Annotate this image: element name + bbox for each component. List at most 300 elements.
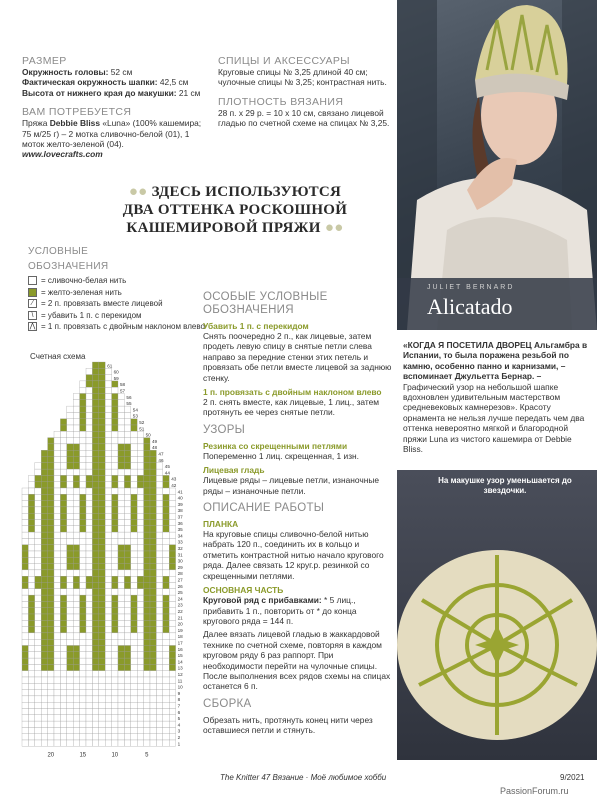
chart-cell <box>92 362 98 368</box>
chart-cell <box>118 576 124 582</box>
chart-cell <box>92 570 98 576</box>
chart-cell <box>144 557 150 563</box>
chart-cell <box>48 532 54 538</box>
chart-cell <box>99 715 105 721</box>
chart-cell <box>73 419 79 425</box>
chart-cell <box>169 633 175 639</box>
gauge-block <box>218 96 394 129</box>
finish-title: СБОРКА <box>203 697 252 710</box>
chart-cell <box>150 501 156 507</box>
chart-cell <box>150 532 156 538</box>
chart-cell <box>124 412 130 418</box>
chart-cell <box>112 507 118 513</box>
chart-cell <box>124 601 130 607</box>
chart-cell <box>112 564 118 570</box>
chart-cell <box>131 450 137 456</box>
chart-cell <box>105 469 111 475</box>
chart-cell <box>137 601 143 607</box>
chart-cell <box>35 570 41 576</box>
chart-cell <box>124 677 130 683</box>
chart-cell <box>150 507 156 513</box>
chart-cell <box>105 412 111 418</box>
chart-cell <box>150 526 156 532</box>
row-number-label: 49 <box>152 438 158 444</box>
chart-cell <box>163 526 169 532</box>
chart-cell <box>35 620 41 626</box>
headline <box>90 183 380 237</box>
cream-swatch-icon <box>28 276 37 285</box>
row-number-label: 40 <box>177 495 183 501</box>
chart-cell <box>22 664 28 670</box>
chart-cell <box>80 727 86 733</box>
chart-cell <box>73 564 79 570</box>
row-number-label: 53 <box>132 413 138 419</box>
chart-cell <box>156 494 162 500</box>
chart-cell <box>80 690 86 696</box>
chart-cell <box>99 671 105 677</box>
chart-cell <box>92 671 98 677</box>
chart-cell <box>54 501 60 507</box>
special-title: ОСОБЫЕ УСЛОВНЫЕ ОБОЗНАЧЕНИЯ <box>203 291 328 316</box>
chart-cell <box>41 457 47 463</box>
chart-cell <box>73 400 79 406</box>
chart-cell <box>112 639 118 645</box>
chart-cell <box>112 671 118 677</box>
chart-cell <box>73 513 79 519</box>
chart-cell <box>112 551 118 557</box>
row-number-label: 30 <box>177 558 183 564</box>
chart-cell <box>92 400 98 406</box>
chart-cell <box>124 583 130 589</box>
chart-cell <box>22 583 28 589</box>
chart-cell <box>137 664 143 670</box>
chart-cell <box>124 494 130 500</box>
chart-cell <box>86 696 92 702</box>
chart-cell <box>92 727 98 733</box>
chart-cell <box>28 488 34 494</box>
chart-cell <box>92 740 98 746</box>
legend-title-1: УСЛОВНЫЕ <box>28 246 89 257</box>
chart-cell <box>86 595 92 601</box>
chart-cell <box>41 463 47 469</box>
chart-cell <box>144 652 150 658</box>
chart-cell <box>86 412 92 418</box>
chart-cell <box>124 538 130 544</box>
chart-cell <box>118 677 124 683</box>
chart-cell <box>112 627 118 633</box>
chart-cell <box>60 614 66 620</box>
chart-cell <box>169 709 175 715</box>
chart-cell <box>169 627 175 633</box>
row-number-label: 37 <box>177 514 183 520</box>
chart-cell <box>112 520 118 526</box>
chart-cell <box>144 532 150 538</box>
chart-cell <box>124 614 130 620</box>
chart-cell <box>28 601 34 607</box>
row-number-label: 15 <box>177 653 183 659</box>
chart-cell <box>163 589 169 595</box>
chart-cell <box>131 419 137 425</box>
chart-cell <box>92 538 98 544</box>
chart-cell <box>124 475 130 481</box>
chart-cell <box>99 406 105 412</box>
chart-cell <box>54 671 60 677</box>
chart-cell <box>131 664 137 670</box>
chart-cell <box>67 589 73 595</box>
chart-cell <box>80 564 86 570</box>
chart-cell <box>131 702 137 708</box>
chart-cell <box>131 545 137 551</box>
chart-cell <box>22 639 28 645</box>
chart-cell <box>118 709 124 715</box>
knitting-chart <box>20 360 200 760</box>
chart-cell <box>80 488 86 494</box>
chart-cell <box>99 576 105 582</box>
chart-cell <box>137 431 143 437</box>
chart-cell <box>22 488 28 494</box>
chart-cell <box>137 690 143 696</box>
chart-cell <box>105 488 111 494</box>
chart-cell <box>163 683 169 689</box>
chart-cell <box>41 469 47 475</box>
chart-cell <box>92 595 98 601</box>
chart-cell <box>144 646 150 652</box>
chart-cell <box>92 683 98 689</box>
chart-cell <box>80 501 86 507</box>
chart-cell <box>67 709 73 715</box>
chart-cell <box>28 538 34 544</box>
chart-cell <box>54 482 60 488</box>
chart-cell <box>22 601 28 607</box>
chart-cell <box>48 633 54 639</box>
chart-cell <box>124 564 130 570</box>
chart-cell <box>112 683 118 689</box>
chart-cell <box>80 532 86 538</box>
row-number-label: 9 <box>177 690 181 696</box>
chart-cell <box>48 671 54 677</box>
chart-cell <box>144 482 150 488</box>
chart-cell <box>99 627 105 633</box>
chart-cell <box>28 646 34 652</box>
chart-cell <box>41 589 47 595</box>
chart-cell <box>41 721 47 727</box>
chart-cell <box>112 475 118 481</box>
chart-cell <box>137 677 143 683</box>
chart-cell <box>163 557 169 563</box>
chart-cell <box>48 520 54 526</box>
chart-cell <box>92 583 98 589</box>
chart-cell <box>80 457 86 463</box>
chart-cell <box>99 601 105 607</box>
chart-cell <box>150 627 156 633</box>
chart-cell <box>86 715 92 721</box>
row-number-label: 38 <box>177 508 183 514</box>
chart-cell <box>99 620 105 626</box>
chart-cell <box>112 450 118 456</box>
row-number-label: 42 <box>171 483 177 488</box>
chart-cell <box>22 652 28 658</box>
chart-cell <box>22 501 28 507</box>
chart-cell <box>28 709 34 715</box>
row-number-label: 58 <box>120 382 126 388</box>
chart-cell <box>105 557 111 563</box>
chart-cell <box>105 715 111 721</box>
chart-cell <box>80 444 86 450</box>
chart-cell <box>22 646 28 652</box>
chart-cell <box>73 727 79 733</box>
chart-cell <box>99 475 105 481</box>
chart-cell <box>137 482 143 488</box>
chart-cell <box>118 532 124 538</box>
chart-cell <box>92 646 98 652</box>
chart-cell <box>80 683 86 689</box>
chart-cell <box>60 608 66 614</box>
chart-cell <box>41 652 47 658</box>
special-s1-text: Снять поочередно 2 п., как лицевые, затем продеть левую спицу в снятые петли слева направо за передние стенки этих петель и провязать обе петли вместе лицевой за заднюю стенку. <box>203 331 392 383</box>
chart-cell <box>99 438 105 444</box>
chart-cell <box>137 583 143 589</box>
chart-cell <box>105 406 111 412</box>
chart-cell <box>169 608 175 614</box>
chart-cell <box>118 715 124 721</box>
chart-cell <box>118 450 124 456</box>
chart-cell <box>144 564 150 570</box>
chart-cell <box>156 646 162 652</box>
chart-cell <box>131 614 137 620</box>
chart-cell <box>150 551 156 557</box>
chart-cell <box>54 721 60 727</box>
chart-cell <box>54 570 60 576</box>
chart-cell <box>112 494 118 500</box>
chart-cell <box>28 583 34 589</box>
chart-cell <box>144 627 150 633</box>
chart-cell <box>169 520 175 526</box>
chart-cell <box>73 589 79 595</box>
column-number-label: 10 <box>111 752 119 759</box>
special-s1-title: Убавить 1 п. с перекидом <box>203 321 309 331</box>
double-decrease-icon: ⋀ <box>29 323 36 330</box>
row-number-label: 44 <box>164 470 170 476</box>
chart-cell <box>48 576 54 582</box>
chart-cell <box>35 463 41 469</box>
chart-cell <box>105 727 111 733</box>
chart-cell <box>92 375 98 381</box>
needs-link[interactable]: www.lovecrafts.com <box>22 149 103 160</box>
chart-cell <box>118 507 124 513</box>
chart-cell <box>41 671 47 677</box>
chart-cell <box>60 538 66 544</box>
chart-cell <box>28 482 34 488</box>
chart-cell <box>92 425 98 431</box>
chart-cell <box>150 709 156 715</box>
chart-cell <box>118 627 124 633</box>
chart-cell <box>169 727 175 733</box>
chart-cell <box>156 627 162 633</box>
needs-title: ВАМ ПОТРЕБУЕТСЯ <box>22 106 132 119</box>
chart-cell <box>54 658 60 664</box>
chart-cell <box>22 614 28 620</box>
chart-cell <box>54 538 60 544</box>
headline-line-1: ЗДЕСЬ ИСПОЛЬЗУЮТСЯ <box>151 184 342 200</box>
chart-cell <box>169 652 175 658</box>
chart-cell <box>80 677 86 683</box>
chart-cell <box>35 564 41 570</box>
chart-cell <box>150 639 156 645</box>
chart-cell <box>86 646 92 652</box>
chart-cell <box>92 589 98 595</box>
chart-cell <box>112 646 118 652</box>
chart-cell <box>131 627 137 633</box>
chart-cell <box>60 709 66 715</box>
chart-cell <box>144 488 150 494</box>
chart-cell <box>137 658 143 664</box>
chart-cell <box>92 702 98 708</box>
chart-cell <box>28 690 34 696</box>
chart-cell <box>60 734 66 740</box>
chart-cell <box>80 702 86 708</box>
chart-cell <box>48 526 54 532</box>
chart-cell <box>163 513 169 519</box>
chart-cell <box>99 526 105 532</box>
chart-cell <box>118 463 124 469</box>
chart-cell <box>105 438 111 444</box>
chart-cell <box>124 652 130 658</box>
chart-cell <box>92 406 98 412</box>
row-number-label: 31 <box>177 552 183 558</box>
footer <box>0 768 597 800</box>
chart-cell <box>92 419 98 425</box>
chart-cell <box>150 457 156 463</box>
chart-cell <box>48 658 54 664</box>
chart-cell <box>48 469 54 475</box>
chart-cell <box>80 734 86 740</box>
chart-cell <box>124 690 130 696</box>
chart-cell <box>67 425 73 431</box>
chart-cell <box>156 463 162 469</box>
chart-cell <box>41 450 47 456</box>
row-number-label: 25 <box>177 590 183 596</box>
chart-cell <box>137 551 143 557</box>
chart-cell <box>169 570 175 576</box>
chart-cell <box>99 501 105 507</box>
row-number-label: 41 <box>177 489 183 495</box>
chart-cell <box>144 583 150 589</box>
chart-cell <box>112 419 118 425</box>
chart-cell <box>118 633 124 639</box>
chart-cell <box>112 633 118 639</box>
chart-cell <box>163 551 169 557</box>
chart-cell <box>118 696 124 702</box>
chart-cell <box>156 557 162 563</box>
chart-cell <box>156 475 162 481</box>
chart-cell <box>118 400 124 406</box>
chart-cell <box>105 501 111 507</box>
chart-cell <box>60 545 66 551</box>
chart-cell <box>105 633 111 639</box>
chart-cell <box>54 450 60 456</box>
chart-cell <box>73 507 79 513</box>
chart-cell <box>60 475 66 481</box>
chart-cell <box>169 494 175 500</box>
chart-cell <box>35 639 41 645</box>
chart-cell <box>105 709 111 715</box>
chart-cell <box>92 387 98 393</box>
chart-cell <box>150 589 156 595</box>
green-swatch-icon <box>28 288 37 297</box>
chart-cell <box>86 583 92 589</box>
chart-cell <box>150 646 156 652</box>
chart-cell <box>67 620 73 626</box>
chart-cell <box>169 677 175 683</box>
chart-cell <box>169 583 175 589</box>
chart-cell <box>86 734 92 740</box>
chart-cell <box>41 538 47 544</box>
chart-cell <box>92 368 98 374</box>
chart-cell <box>163 482 169 488</box>
chart-cell <box>112 557 118 563</box>
chart-cell <box>99 702 105 708</box>
chart-cell <box>144 658 150 664</box>
chart-cell <box>80 513 86 519</box>
chart-cell <box>86 513 92 519</box>
chart-cell <box>80 438 86 444</box>
chart-cell <box>67 431 73 437</box>
chart-cell <box>54 664 60 670</box>
chart-cell <box>35 652 41 658</box>
chart-cell <box>67 488 73 494</box>
chart-label: Счетная схема <box>30 352 86 361</box>
chart-cell <box>105 614 111 620</box>
chart-cell <box>137 570 143 576</box>
chart-cell <box>118 639 124 645</box>
chart-cell <box>73 627 79 633</box>
chart-cell <box>48 740 54 746</box>
chart-cell <box>118 721 124 727</box>
legend-item: \ = убавить 1 п. с перекидом <box>28 311 208 321</box>
chart-cell <box>169 501 175 507</box>
chart-cell <box>163 727 169 733</box>
chart-cell <box>150 557 156 563</box>
chart-cell <box>73 425 79 431</box>
chart-cell <box>92 734 98 740</box>
chart-cell <box>105 507 111 513</box>
chart-cell <box>92 482 98 488</box>
chart-cell <box>54 576 60 582</box>
chart-cell <box>41 620 47 626</box>
chart-cell <box>35 646 41 652</box>
chart-cell <box>144 576 150 582</box>
patterns-p2-text: Лицевые ряды – лицевые петли, изнаночные ряды – изнаночные петли. <box>203 475 380 496</box>
chart-cell <box>99 652 105 658</box>
chart-cell <box>28 475 34 481</box>
chart-cell <box>131 538 137 544</box>
chart-cell <box>99 520 105 526</box>
chart-cell <box>48 734 54 740</box>
chart-cell <box>124 727 130 733</box>
chart-cell <box>41 526 47 532</box>
chart-cell <box>80 608 86 614</box>
chart-cell <box>156 671 162 677</box>
chart-cell <box>124 740 130 746</box>
chart-cell <box>73 671 79 677</box>
row-number-label: 4 <box>177 722 181 728</box>
chart-cell <box>131 457 137 463</box>
chart-cell <box>54 583 60 589</box>
chart-cell <box>105 494 111 500</box>
chart-cell <box>80 526 86 532</box>
chart-cell <box>54 608 60 614</box>
chart-cell <box>169 526 175 532</box>
